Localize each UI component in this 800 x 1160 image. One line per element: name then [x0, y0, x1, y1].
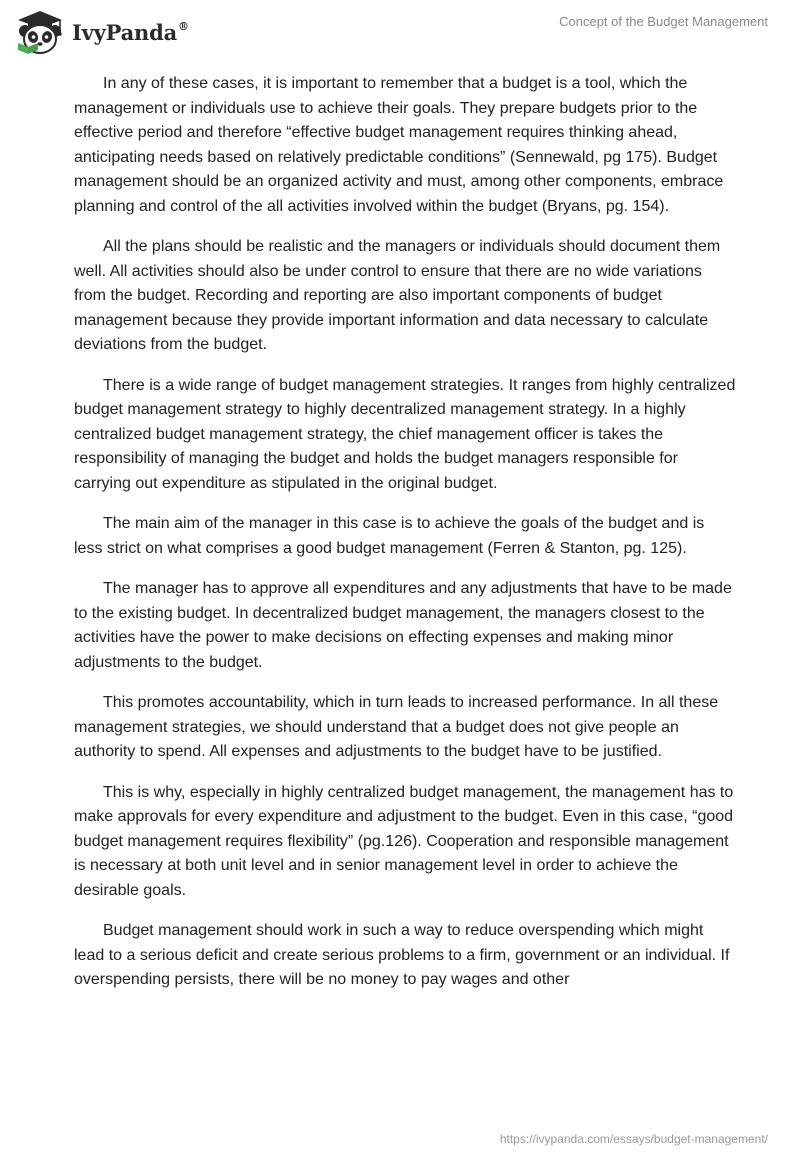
paragraph-4: The main aim of the manager in this case is to achieve the goals of the budget and is less strict on what comprises a good budget management (Ferren & Stanton, pg. 125).: [74, 515, 705, 557]
source-url-link[interactable]: https://ivypanda.com/essays/budget-management/: [499, 1132, 768, 1146]
paragraph-6: This promotes accountability, which in turn leads to increased performance. In all these management strategies, we should understand that a budget does not give people an authority to spend. All expenses and adjustments to the budget have to be justified.: [74, 694, 719, 760]
paragraph-7: This is why, especially in highly centralized budget management, the management has to make approvals for every expenditure and adjustment to the budget. Even in this case, “good budget management requires flexibility” (pg.126). Cooperation and responsible management is necessary at both unit level and in senior management level in order to achieve the desirable goals.: [74, 783, 734, 899]
paragraph-1: In any of these cases, it is important to remember that a budget is a tool, which the management or individuals use to achieve their goals. They prepare budgets prior to the effective period and therefore “effective budget management requires thinking ahead, anticipating needs based on relatively predictable conditions” (Sennewald, pg 175). Budget management should be an organized activity and must, among other components, embrace planning and control of the all activities involved within the budget (Bryans, pg. 154).: [74, 75, 724, 215]
paragraph-3: There is a wide range of budget management strategies. It ranges from highly centralized budget management strategy to highly decentralized management strategy. In a highly centralized budget management strategy, the chief management officer is takes the responsibility of managing the budget and holds the budget managers responsible for carrying out expenditure as stipulated in the original budget.: [74, 376, 736, 492]
page-header: [0, 0, 800, 64]
paragraph-5: The manager has to approve all expenditures and any adjustments that have to be made to the existing budget. In decentralized budget management, the managers closest to the activities have the power to make decisions on effecting expenses and making minor adjustments to the budget.: [74, 580, 732, 671]
document-title: Concept of the Budget Management: [559, 14, 768, 29]
paragraph-2: All the plans should be realistic and the managers or individuals should document them well. All activities should also be under control to ensure that there are no wide variations from the budget. Recording and reporting are also important components of budget management because they provide important information and data necessary to calculate deviations from the budget.: [74, 238, 721, 353]
essay-body: [74, 72, 736, 1009]
paragraph-8: Budget management should work in such a way to reduce overspending which might lead to a serious deficit and create serious problems to a firm, government or an individual. If overspending persists, there will be no money to pay wages and other: [74, 922, 730, 988]
site-logo[interactable]: [14, 8, 189, 56]
logo-wordmark: IvyPanda®: [72, 19, 189, 45]
panda-logo-icon: [14, 9, 66, 55]
